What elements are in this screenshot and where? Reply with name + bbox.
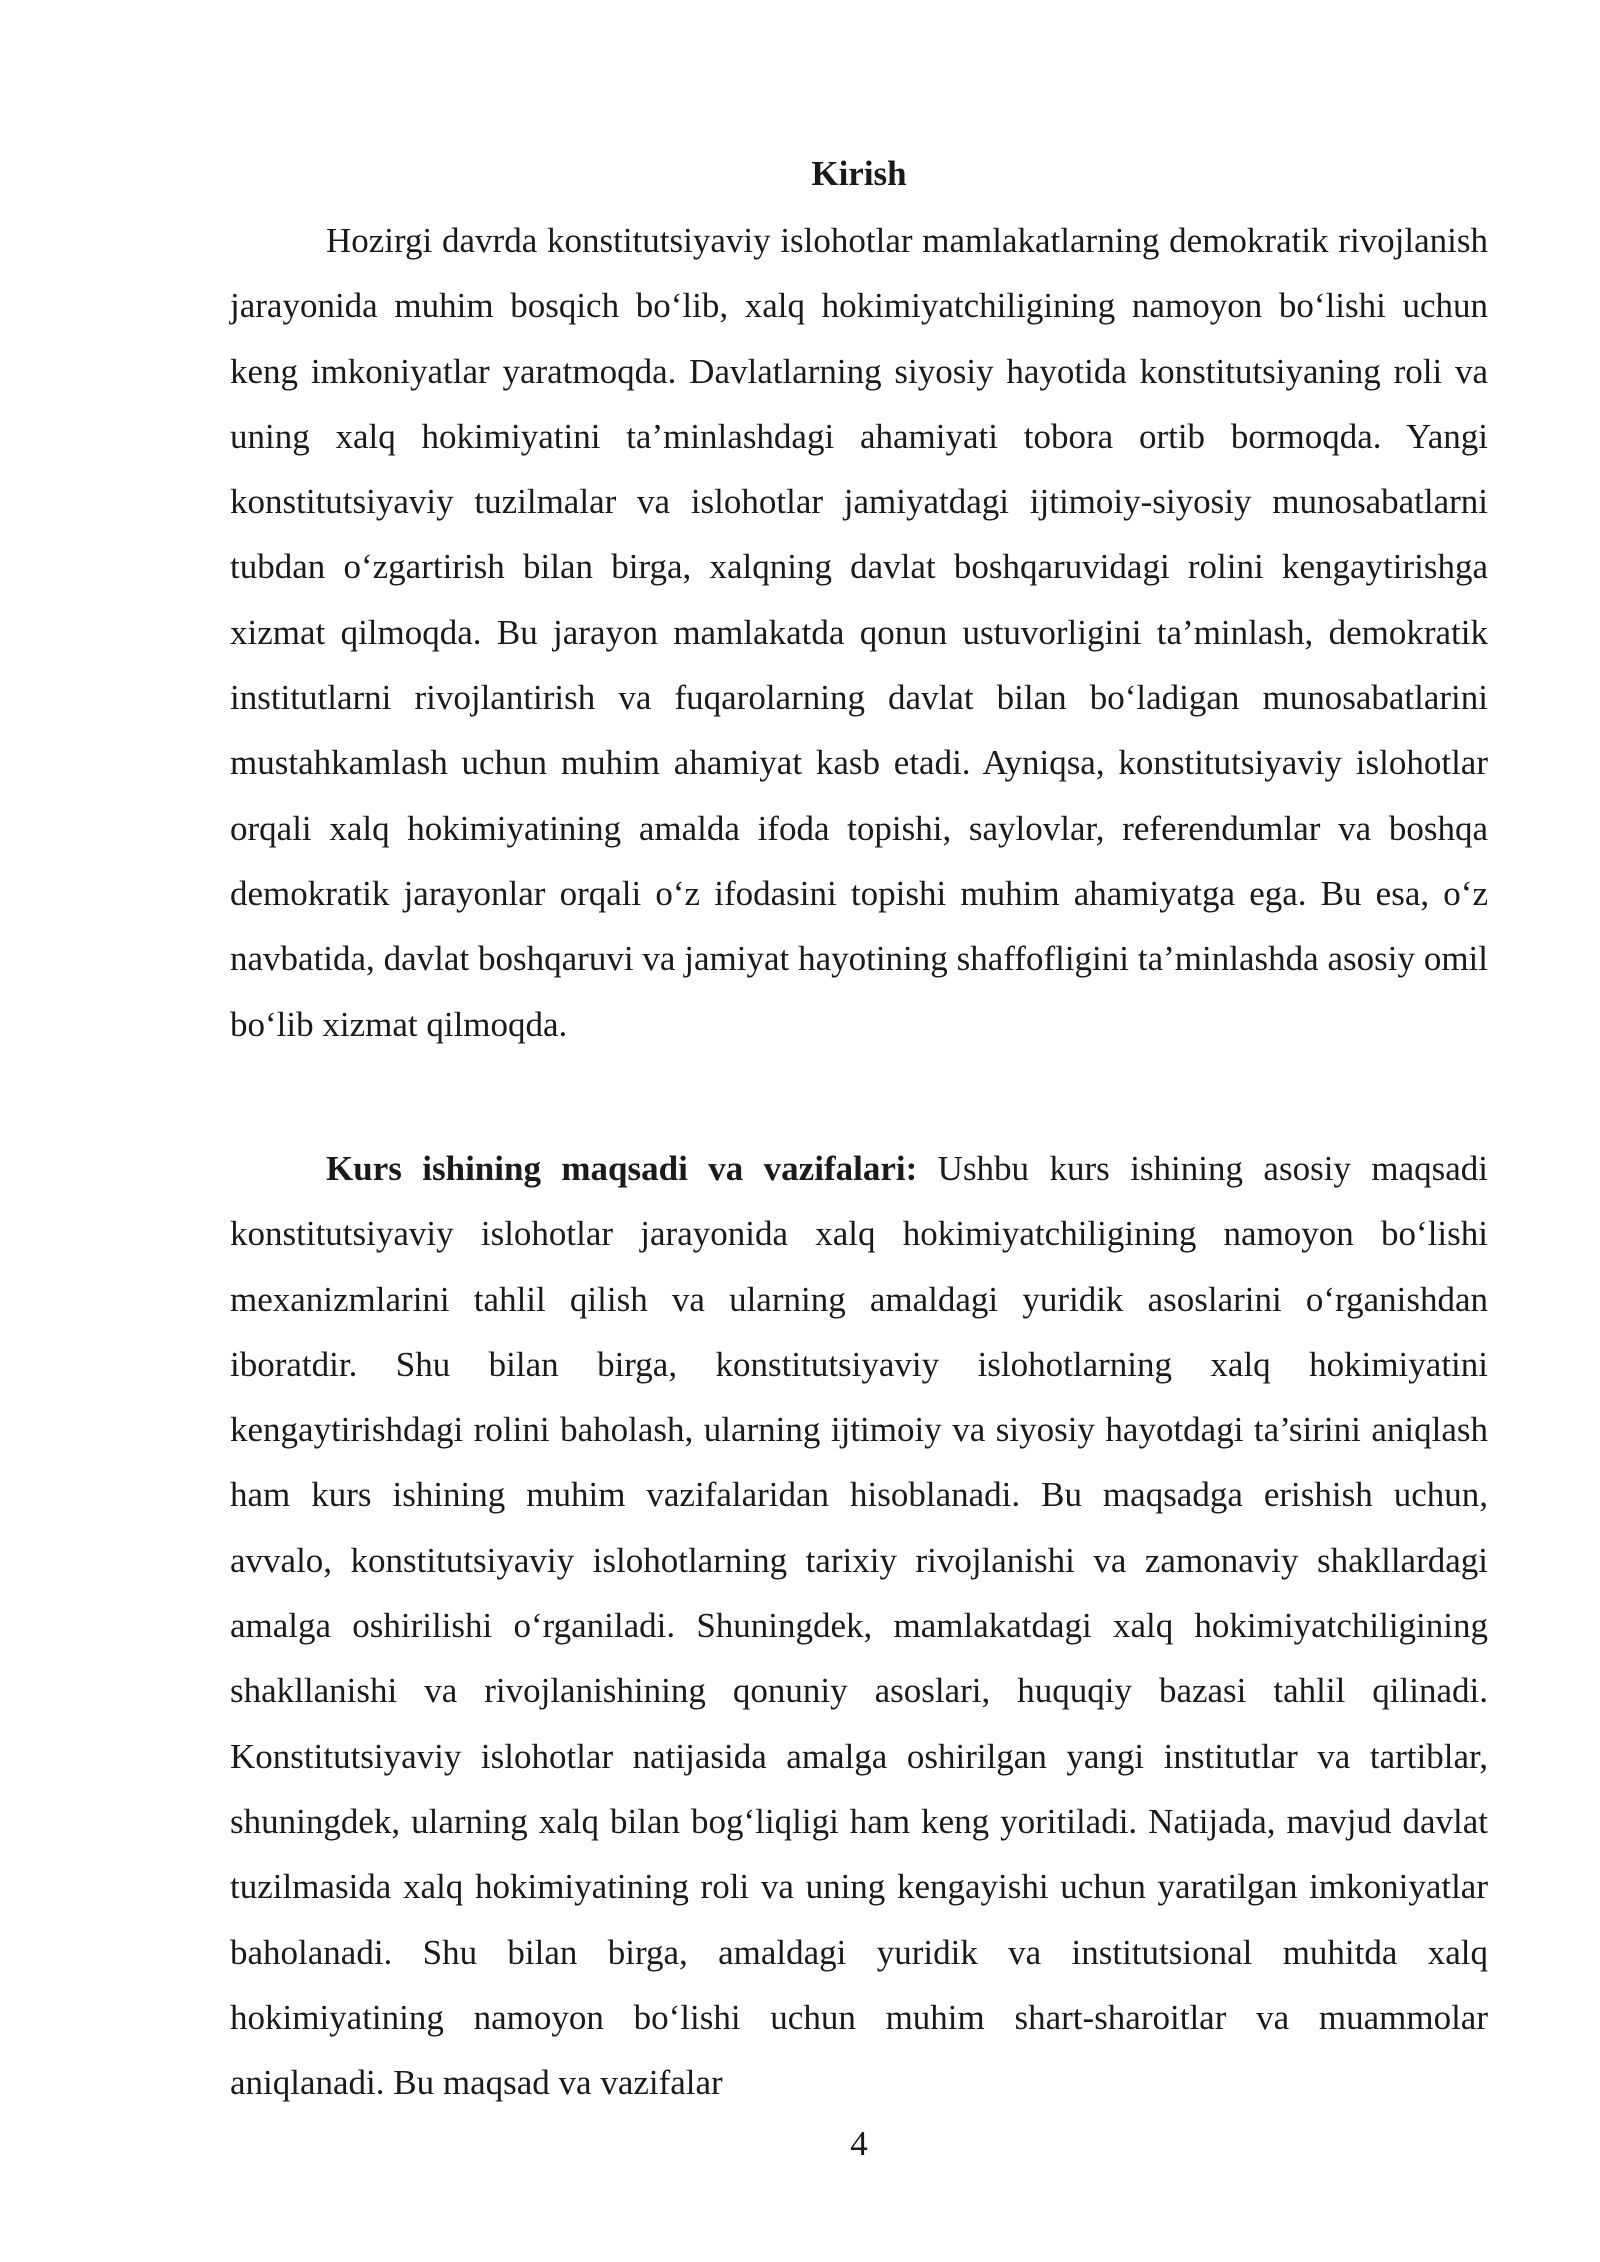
goals-paragraph	[230, 1136, 1488, 2115]
goals-paragraph-text: Ushbu kurs ishining asosiy maqsadi konstitutsiyaviy islohotlar jarayonida xalq hokimiyatchiligining namoyon bo‘lishi mexanizmlarini tahlil qilish va ularning amaldagi yuridik asoslarini o‘rganishdan iboratdir. Shu bilan birga, konstitutsiyaviy islohotlarning xalq hokimiyatini kengaytirishdagi rolini baholash, ularning ijtimoiy va siyosiy hayotdagi ta’sirini aniqlash ham kurs ishining muhim vazifalaridan hisoblanadi. Bu maqsadga erishish uchun, avvalo, konstitutsiyaviy islohotlarning tarixiy rivojlanishi va zamonaviy shakllardagi amalga oshirilishi o‘rganiladi. Shuningdek, mamlakatdagi xalq hokimiyatchiligining shakllanishi va rivojlanishining qonuniy asoslari, huquqiy bazasi tahlil qilinadi. Konstitutsiyaviy islohotlar natijasida amalga oshirilgan yangi institutlar va tartiblar, shuningdek, ularning xalq bilan bog‘liqligi ham keng yoritiladi. Natijada, mavjud davlat tuzilmasida xalq hokimiyatining roli va uning kengayishi uchun yaratilgan imkoniyatlar baholanadi. Shu bilan birga, amaldagi yuridik va institutsional muhitda xalq hokimiyatining namoyon bo‘lishi uchun muhim shart-sharoitlar va muammolar aniqlanadi. Bu maqsad va vazifalar	[230, 1149, 1488, 2103]
intro-paragraph-text: Hozirgi davrda konstitutsiyaviy islohotlar mamlakatlarning demokratik rivojlanish jarayonida muhim bosqich bo‘lib, xalq hokimiyatchiligining namoyon bo‘lishi uchun keng imkoniyatlar yaratmoqda. Davlatlarning siyosiy hayotida konstitutsiyaning roli va uning xalq hokimiyatini ta’minlashdagi ahamiyati tobora ortib bormoqda. Yangi konstitutsiyaviy tuzilmalar va islohotlar jamiyatdagi ijtimoiy-siyosiy munosabatlarni tubdan o‘zgartirish bilan birga, xalqning davlat boshqaruvidagi rolini kengaytirishga xizmat qilmoqda. Bu jarayon mamlakatda qonun ustuvorligini ta’minlash, demokratik institutlarni rivojlantirish va fuqarolarning davlat bilan bo‘ladigan munosabatlarini mustahkamlash uchun muhim ahamiyat kasb etadi. Ayniqsa, konstitutsiyaviy islohotlar orqali xalq hokimiyatining amalda ifoda topishi, saylovlar, referendumlar va boshqa demokratik jarayonlar orqali o‘z ifodasini topishi muhim ahamiyatga ega. Bu esa, o‘z navbatida, davlat boshqaruvi va jamiyat hayotining shaffofligini ta’minlashda asosiy omil bo‘lib xizmat qilmoqda.	[230, 221, 1488, 1044]
intro-paragraph	[230, 208, 1488, 1057]
page-number: 4	[850, 2124, 868, 2163]
section-heading: Kirish	[811, 154, 907, 193]
goals-lead: Kurs ishining maqsadi va vazifalari:	[326, 1149, 918, 1188]
